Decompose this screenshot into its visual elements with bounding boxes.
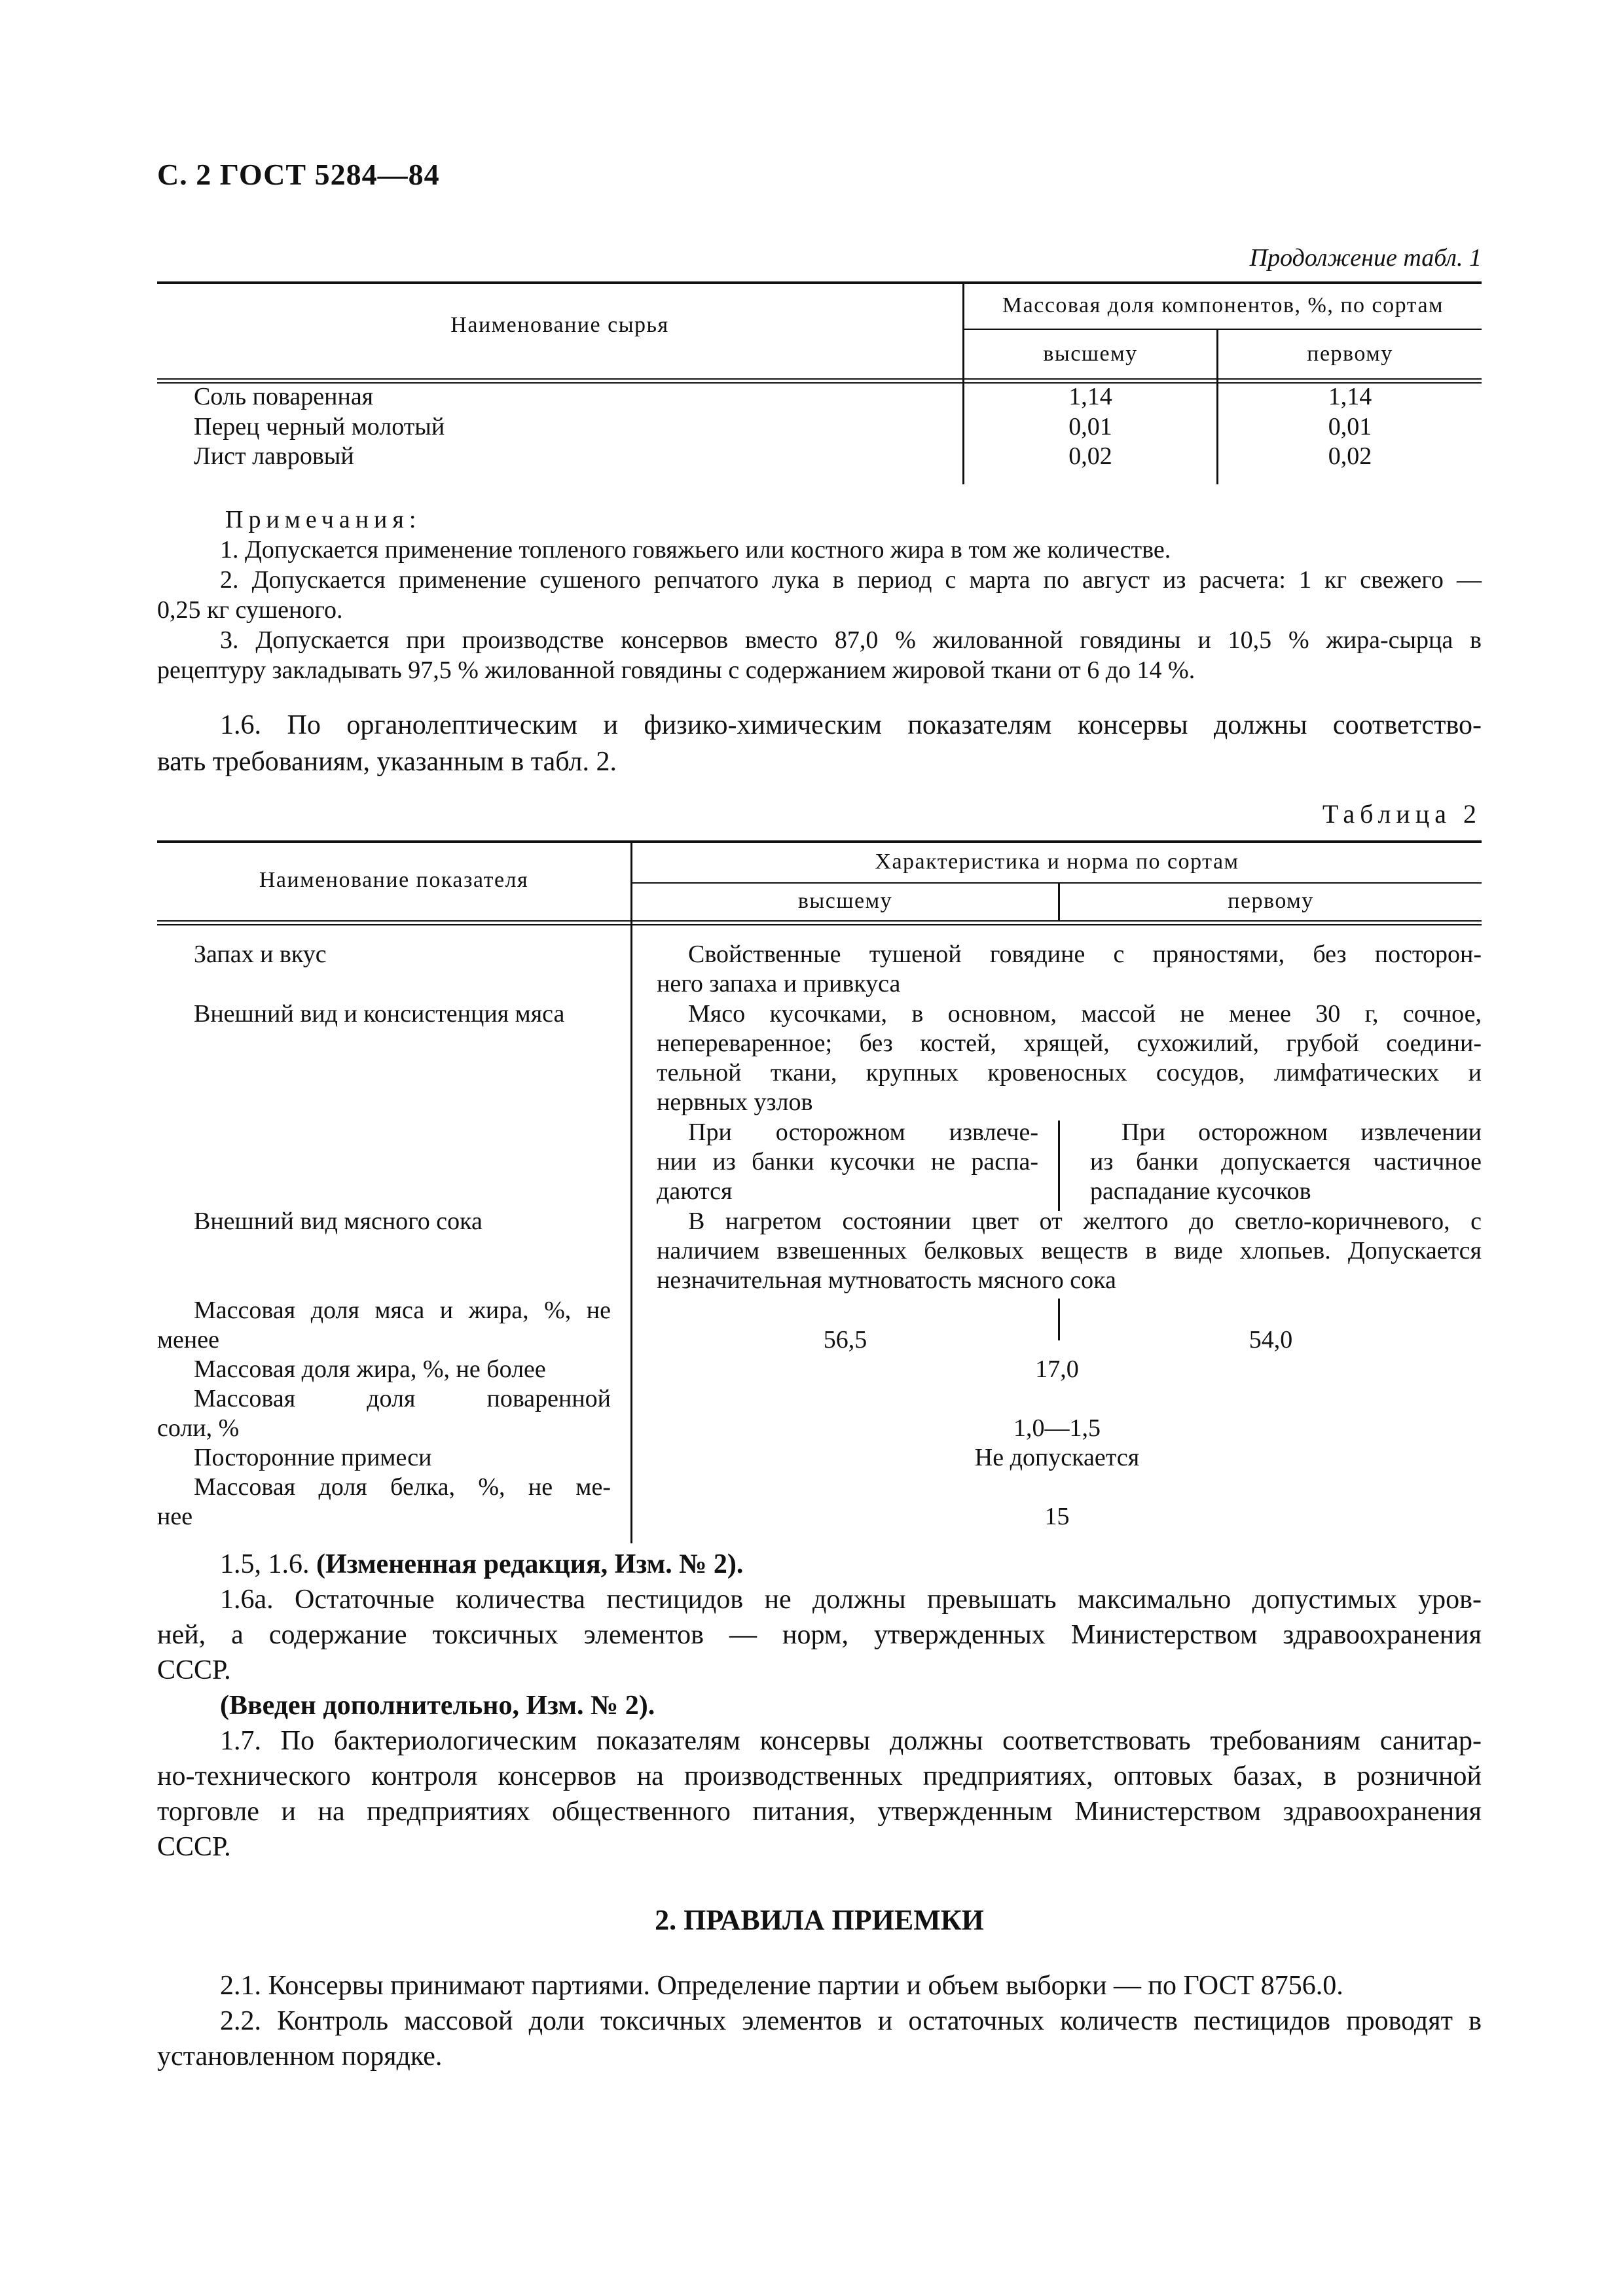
table2-row-look-top-line-1: При осторожном извлече- <box>688 1119 1038 1146</box>
table2-row-impurities-value: Не допускается <box>974 1444 1140 1471</box>
table2-col-top-header: высшему <box>797 889 893 913</box>
table2-row-salt-value: 1,0—1,5 <box>1013 1414 1101 1442</box>
table1-col-name-header: Наименование сырья <box>450 313 669 337</box>
table2-row-meatfat-name-line-1: Массовая доля мяса и жира, %, не <box>194 1297 611 1324</box>
table2-col-first-header: первому <box>1228 889 1314 913</box>
p17-line-3: торговле и на предприятиях общественного питания, утвержденным Министерством здравоохранения <box>157 1797 1482 1827</box>
table2-row-salt-name-line-1: Массовая доля поваренной <box>194 1385 611 1412</box>
table2-row-meatfat-top: 56,5 <box>823 1326 867 1354</box>
amendment-15-16-prefix: 1.5, 1.6. <box>220 1549 316 1579</box>
table2-row-look-text-line-1: Мясо кусочками, в основном, массой не менее 30 г, сочное, <box>688 1000 1482 1028</box>
table2-row-juice-name: Внешний вид мясного сока <box>194 1208 483 1235</box>
table1-row-top: 0,01 <box>1068 413 1112 440</box>
table2-row-protein-name-line-1: Массовая доля белка, %, не ме- <box>194 1473 611 1501</box>
table2-header-rule <box>157 920 1482 922</box>
table1-header-rule <box>157 378 1482 380</box>
table2-row-salt-name-line-2: соли, % <box>157 1414 240 1442</box>
table1-col-first-header: первому <box>1307 342 1393 366</box>
p16a-line-2: ней, а содержание токсичных элементов — норм, утвержденных Министерством здравоохранения <box>157 1620 1482 1650</box>
table2-row-look-name: Внешний вид и консистенция мяса <box>194 1000 565 1028</box>
note-2-line-2: 0,25 кг сушеного. <box>157 596 343 624</box>
table2-row-juice-text-line-2: наличием взвешенных белковых веществ в виде хлопьев. Допускается <box>657 1237 1482 1265</box>
p16-line-1: 1.6. По органолептическим и физико-химическим показателям консервы должны соответство- <box>220 710 1482 740</box>
table2-row-protein-name-line-2: нее <box>157 1503 193 1530</box>
table1-row-name: Лист лавровый <box>194 442 354 470</box>
amendment-16a: (Введен дополнительно, Изм. № 2). <box>220 1691 655 1721</box>
table2-col-group-header: Характеристика и норма по сортам <box>875 850 1239 874</box>
table2-subheader-rule <box>630 882 1482 884</box>
p16a-line-1: 1.6а. Остаточные количества пестицидов не должны превышать максимально допустимых уров- <box>220 1585 1482 1615</box>
table2-top-rule <box>157 840 1482 843</box>
table1-row-first: 1,14 <box>1328 383 1372 410</box>
table1-col-group-header: Массовая доля компонентов, %, по сортам <box>1002 293 1444 317</box>
table1-top-rule <box>157 281 1482 284</box>
table2-row-impurities-name: Посторонние примеси <box>194 1444 432 1471</box>
note-2-line-1: 2. Допускается применение сушеного репчатого лука в период с марта по август из расчета: 1 кг свежего — <box>220 566 1482 594</box>
table2-row-look-first-line-2: из банки допускается частичное <box>1090 1148 1482 1175</box>
amendment-15-16 <box>220 1549 743 1580</box>
table1-continuation-label: Продолжение табл. 1 <box>1249 244 1482 272</box>
table1-row-name: Перец черный молотый <box>194 413 445 440</box>
table2-row-smell-text-line-1: Свойственные тушеной говядине с пряностями, без посторон- <box>688 941 1482 968</box>
table1-row-first: 0,02 <box>1328 442 1372 470</box>
table2-row-smell-text-line-2: него запаха и привкуса <box>657 970 901 997</box>
page-header: С. 2 ГОСТ 5284—84 <box>157 158 440 191</box>
note-3-line-2: рецептуру закладывать 97,5 % жилованной говядины с содержанием жировой ткани от 6 до 14 %. <box>157 656 1195 684</box>
table2-row-look-text-line-3: тельной ткани, крупных кровеносных сосудов, лимфатических и <box>657 1059 1482 1086</box>
p17-line-2: но-технического контроля консервов на производственных предприятиях, оптовых базах, в розничной <box>157 1761 1482 1791</box>
table1-row-first: 0,01 <box>1328 413 1372 440</box>
table2-row-look-top-line-3: даются <box>657 1177 733 1205</box>
table1-row-name: Соль поваренная <box>194 383 374 410</box>
table2-row-look-text-line-2: непереваренное; без костей, хрящей, сухожилий, грубой соедини- <box>657 1030 1482 1057</box>
p16a-line-3: СССР. <box>157 1655 231 1685</box>
table2-col-name-header: Наименование показателя <box>259 868 529 892</box>
table1-row-top: 0,02 <box>1068 442 1112 470</box>
section-2-title: 2. ПРАВИЛА ПРИЕМКИ <box>655 1904 984 1936</box>
notes-title: Примечания: <box>225 506 422 533</box>
p16-line-2: вать требованиям, указанным в табл. 2. <box>157 747 617 777</box>
table2-label: Таблица 2 <box>1322 799 1482 829</box>
p22-line-1: 2.2. Контроль массовой доли токсичных элементов и остаточных количеств пестицидов проводят в <box>220 2006 1482 2036</box>
table2-row-look-first-line-1: При осторожном извлечении <box>1122 1119 1482 1146</box>
table2-row-protein-value: 15 <box>1044 1503 1070 1530</box>
table2-row-smell-name: Запах и вкус <box>194 941 327 968</box>
p22-line-2: установленном порядке. <box>157 2041 443 2072</box>
note-1: 1. Допускается применение топленого говяжьего или костного жира в том же количестве. <box>220 536 1171 564</box>
table2-row-juice-text-line-1: В нагретом состоянии цвет от желтого до светло-коричневого, с <box>688 1208 1482 1235</box>
table1-subheader-rule <box>962 329 1482 330</box>
table1-row-top: 1,14 <box>1068 383 1112 410</box>
table2-row-fat-name: Массовая доля жира, %, не более <box>194 1355 546 1383</box>
amendment-15-16-bold: (Измененная редакция, Изм. № 2). <box>316 1549 744 1579</box>
table2-row-meatfat-name-line-2: менее <box>157 1326 219 1354</box>
p21: 2.1. Консервы принимают партиями. Определение партии и объем выборки — по ГОСТ 8756.0. <box>220 1971 1343 2001</box>
p17-line-1: 1.7. По бактериологическим показателям консервы должны соответствовать требованиям санитар- <box>220 1726 1482 1756</box>
p17-line-4: СССР. <box>157 1832 231 1862</box>
note-3-line-1: 3. Допускается при производстве консервов вместо 87,0 % жилованной говядины и 10,5 % жира-сырца в <box>220 626 1482 654</box>
table2-row-look-top-line-2: нии из банки кусочки не распа- <box>657 1148 1038 1175</box>
table1-col-top-header: высшему <box>1043 342 1138 366</box>
table2-row-look-first-line-3: распадание кусочков <box>1090 1177 1311 1205</box>
table2-row-meatfat-first: 54,0 <box>1249 1326 1293 1354</box>
table2-row-juice-text-line-3: незначительная мутноватость мясного сока <box>657 1266 1116 1294</box>
table2-row-look-text-line-4: нервных узлов <box>657 1088 813 1116</box>
table2-header-rule-2 <box>157 924 1482 925</box>
table2-row-fat-value: 17,0 <box>1035 1355 1079 1383</box>
table2-split-divider <box>1058 1121 1060 1211</box>
